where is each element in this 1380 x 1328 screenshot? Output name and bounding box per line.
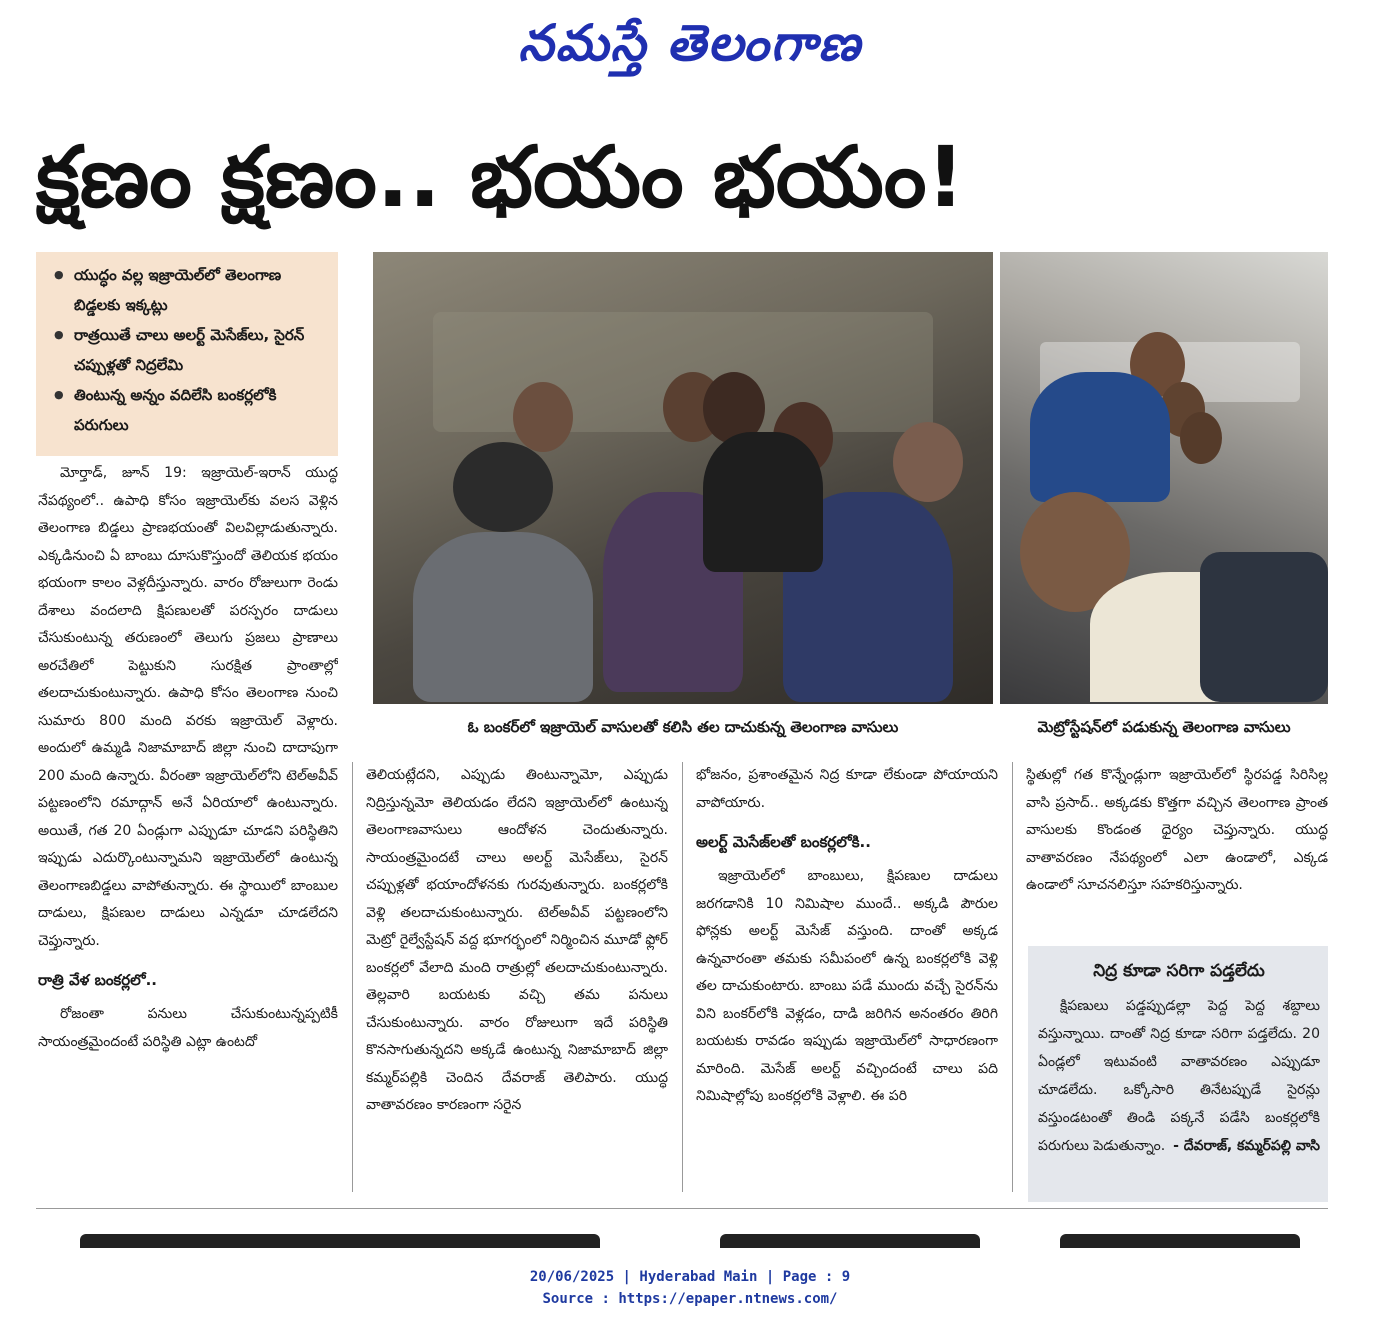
bunker-photo <box>373 252 993 704</box>
column-divider <box>352 762 353 1192</box>
sidebar-body: క్షిపణులు పడ్డప్పుడల్లా పెద్ద పెద్ద శబ్దాలు వస్తున్నాయి. దాంతో నిద్ర కూడా సరిగా పడ్తలేదు. 20 ఏండ్లలో ఇటువంటి వాతావరణం ఎప్పుడూ చూడలేదు. ఒక్కోసారి తినేటప్పుడే సైరన్లు వస్తుండటంతో తిండి పక్కనే పడేసి బంకర్లలోకి పరుగులు పెడుతున్నాం. <box>1038 998 1320 1154</box>
sidebar-title: నిద్ర కూడా సరిగా పడ్తలేదు <box>1093 961 1265 981</box>
page-divider <box>36 1208 1328 1209</box>
article-paragraph: మోర్తాడ్, జూన్ 19: ఇజ్రాయెల్-ఇరాన్ యుద్ధ నేపథ్యంలో.. ఉపాధి కోసం ఇజ్రాయెల్‌కు వలస వెళ్లిన తెలంగాణ బిడ్డలు ప్రాణభయంతో విలవిల్లాడుతున్నారు. ఎక్కడినుంచి ఏ బాంబు దూసుకొస్తుందో తెలియక భయం భయంగా కాలం వెళ్లదీస్తున్నారు. వారం రోజులుగా రెండు దేశాలు వందలాది క్షిపణులతో పరస్పరం దాడులు చేసుకుంటున్న తరుణంలో తెలుగు ప్రజలు ప్రాణాలు అరచేతిలో పెట్టుకుని సురక్షిత ప్రాంతాల్లో తలదాచుకుంటున్నారు. ఉపాధి కోసం తెలంగాణ నుంచి సుమారు 800 మంది వరకు ఇజ్రాయెల్ వెళ్లారు. అందులో ఉమ్మడి నిజామాబాద్ జిల్లా నుంచి దాదాపుగా 200 మంది ఉన్నారు. వీరంతా ఇజ్రాయెల్‌లోని టెల్‌అవీవ్ పట్టణంలోని రమాద్గాన్ అనే ఏరియాలో ఉంటున్నారు. అయితే, గత 20 ఏండ్లుగా ఎప్పుడూ చూడని పరిస్థితిని ఇప్పుడు ఎదుర్కొంటున్నామని ఇజ్రాయెల్‌లో ఉంటున్న తెలంగాణబిడ్డలు వాపోతున్నారు. ఈ స్థాయిలో బాంబుల దాడులు, క్షిపణుల దాడులు ఎన్నడూ చూడలేదని చెప్తున్నారు. <box>38 465 338 949</box>
highlights-box <box>36 252 338 456</box>
article-column-3 <box>696 762 998 1190</box>
metro-photo-caption: మెట్రోస్టేషన్‌లో పడుకున్న తెలంగాణ వాసులు <box>1037 718 1291 736</box>
quote-sidebar <box>1028 946 1328 1202</box>
article-paragraph: తెలియట్లేదని, ఎప్పుడు తింటున్నామో, ఎప్పుడు నిద్రిస్తున్నమో తెలియడం లేదని ఇజ్రాయెల్‌లో ఉంటున్న తెలంగాణవాసులు ఆందోళన చెందుతున్నారు. సాయంత్రమైందటే చాలు అలర్ట్ మెసేజ్‌లు, సైరన్ చప్పుళ్లతో భయాందోళనకు గురవుతున్నారు. బంకర్లలోకి వెళ్లి తలదాచుకుంటున్నారు. టెల్‌అవీవ్ పట్టణంలోని మెట్రో రైల్వేస్టేషన్ వద్ద భూగర్భంలో నిర్మించిన మూడో ఫ్లోర్ బంకర్లలో వేలాది మంది రాత్రుల్లో తలదాచుకుంటున్నారు. తెల్లవారి బయటకు వచ్చి తమ పనులు చేసుకుంటున్నారు. వారం రోజులుగా ఇదే పరిస్థితి కొనసాగుతున్నదని అక్కడే ఉంటున్న నిజామాబాద్ జిల్లా కమ్మర్‌పల్లికి చెందిన దేవరాజ్ తెలిపారు. యుద్ధ వాతావరణం కారణంగా సరైన <box>366 767 668 1113</box>
article-paragraph: స్థితుల్లో గత కొన్నేండ్లుగా ఇజ్రాయెల్‌లో స్థిరపడ్డ సిరిసిల్ల వాసి ప్రసాద్.. అక్కడకు కొత్తగా వచ్చిన తెలంగాణ ప్రాంత వాసులకు కొండంత ధైర్యం చెప్తున్నారు. యుద్ధ వాతావరణం నేపథ్యంలో ఎలా ఉండాలో, ఎక్కడ ఉండాలో సూచనలిస్తూ సహకరిస్తున్నారు. <box>1026 767 1328 893</box>
article-headline: క్షణం క్షణం.. భయం భయం! <box>36 128 965 226</box>
article-paragraph: భోజనం, ప్రశాంతమైన నిద్ర కూడా లేకుండా పోయాయని వాపోయారు. <box>696 767 998 811</box>
column-divider <box>1012 762 1013 1192</box>
sidebar-signature: - దేవరాజ్, కమ్మర్‌పల్లి వాసి <box>1173 1138 1320 1154</box>
masthead <box>0 8 1380 78</box>
newspaper-logo: నమస్తే తెలంగాణ <box>518 13 862 72</box>
article-column-2 <box>366 762 668 1190</box>
bunker-photo-caption: ఓ బంకర్‌లో ఇజ్రాయెల్ వాసులతో కలిసి తల దాచుకున్న తెలంగాణ వాసులు <box>467 718 899 736</box>
column-divider <box>682 762 683 1192</box>
section-subheading: అలర్ట్ మెసేజ్‌లతో బంకర్లలోకి.. <box>696 833 871 851</box>
next-article-headline-cutoff <box>60 1226 1320 1248</box>
highlight-item: ● తింటున్న అన్నం వదిలేసి బంకర్లలోకి పరుగులు <box>54 380 332 440</box>
page-footer <box>0 1266 1380 1310</box>
section-subheading: రాత్రి వేళ బంకర్లలో.. <box>38 971 157 989</box>
metro-station-photo <box>1000 252 1328 704</box>
source-link[interactable]: Source : https://epaper.ntnews.com/ <box>542 1291 838 1307</box>
edition-info: 20/06/2025 | Hyderabad Main | Page : 9 <box>529 1269 851 1285</box>
article-column-1 <box>38 460 338 1190</box>
highlight-item: ● రాత్రయితే చాలు అలర్ట్ మెసేజ్‌లు, సైరన్ చప్పుళ్లతో నిద్రలేమి <box>54 320 332 380</box>
article-column-4 <box>1026 762 1328 942</box>
highlight-item: ● యుద్ధం వల్ల ఇజ్రాయెల్‌లో తెలంగాణ బిడ్డలకు ఇక్కట్లు <box>54 260 332 320</box>
article-paragraph: రోజంతా పనులు చేసుకుంటున్నప్పటికీ సాయంత్రమైందంటే పరిస్థితి ఎట్లా ఉంటదో <box>38 1006 338 1050</box>
article-paragraph: ఇజ్రాయెల్‌లో బాంబులు, క్షిపణుల దాడులు జరగడానికి 10 నిమిషాల ముందే.. అక్కడి పౌరుల ఫోన్లకు అలర్ట్ మెసేజ్ వస్తుంది. దాంతో అక్కడ ఉన్నవారంతా తమకు సమీపంలో ఉన్న బంకర్లలోకి వెళ్లి తల దాచుకుంటారు. బాంబు పడే ముందు వచ్చే సైరన్‌ను విని బంకర్‌లోకి వెళ్లడం, దాడి జరిగిన అనంతరం తిరిగి బయటకు రావడం ఇప్పుడు ఇజ్రాయెల్‌లో సాధారణంగా మారింది. మెసేజ్ అలర్ట్ వచ్చిందంటే చాలు పది నిమిషాల్లోపు బంకర్లలోకి వెళ్లాలి. ఈ పరి <box>696 868 998 1104</box>
